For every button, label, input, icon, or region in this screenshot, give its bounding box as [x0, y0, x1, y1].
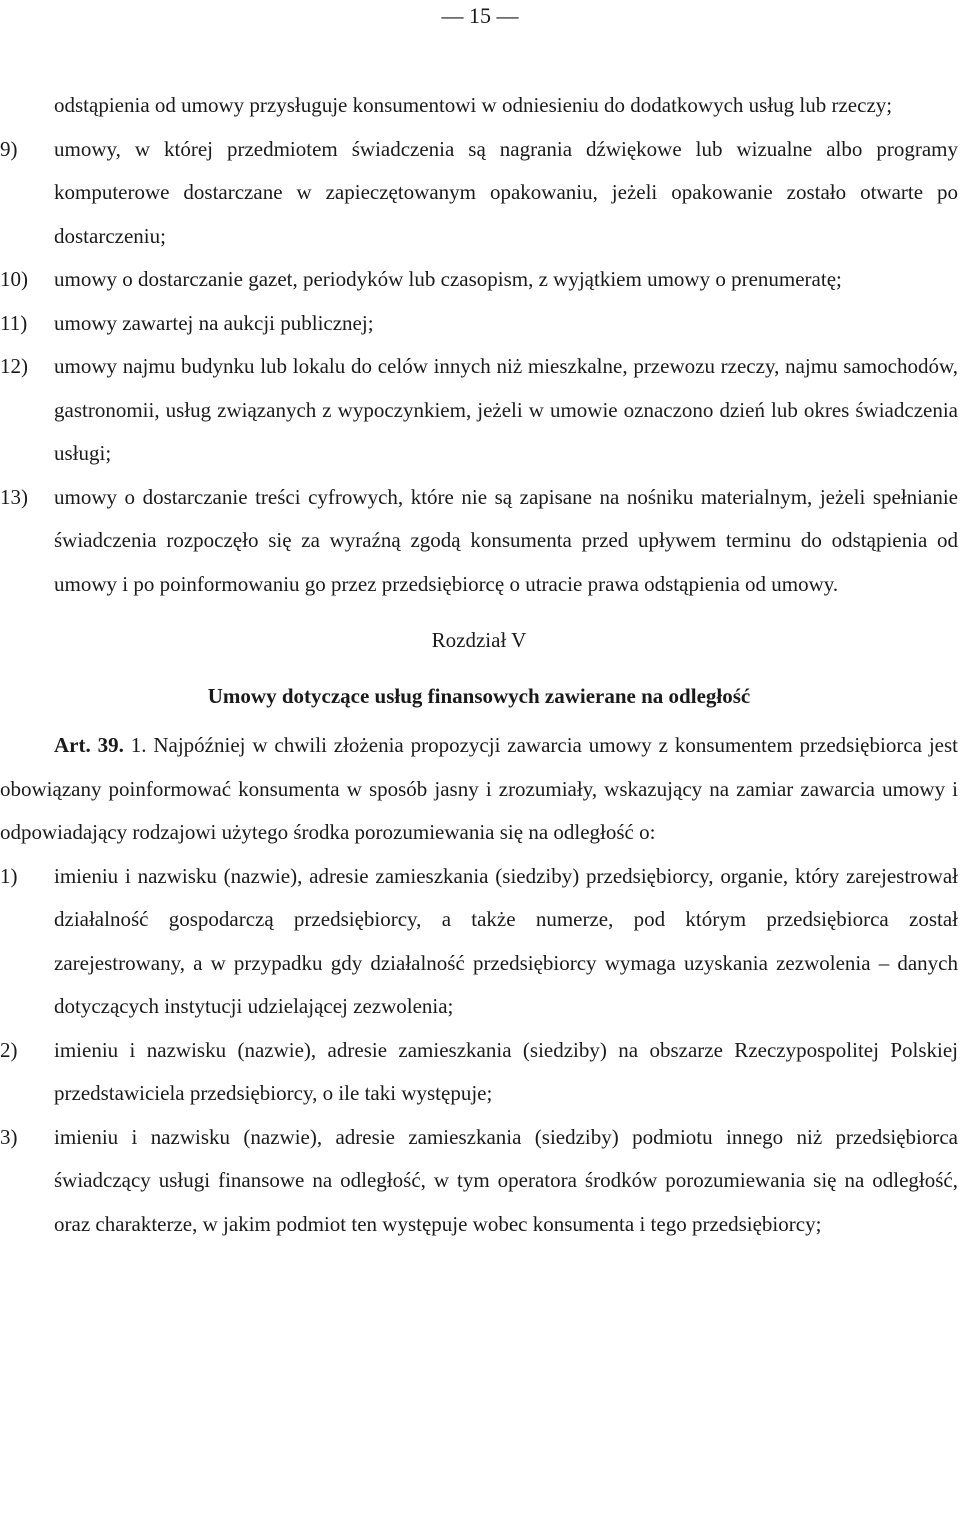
list-item-text: imieniu i nazwisku (nazwie), adresie zamieszkania (siedziby) przedsiębiorcy, organie, który zarejestrował działalność gospodarczą przedsiębiorcy, a także numerze, pod którym przedsiębiorca został zarejestrowany, a w przypadku gdy działalność przedsiębiorcy wymaga uzyskania zezwolenia – danych dotyczących instytucji udzielającej zezwolenia; [54, 863, 958, 1018]
page-number: — 15 — [441, 3, 519, 28]
list-item-text: umowy, w której przedmiotem świadczenia są nagrania dźwiękowe lub wizualne albo programy komputerowe dostarczane w zapieczętowanym opakowaniu, jeżeli opakowanie zostało otwarte po dostarczeniu; [54, 136, 958, 248]
list-item-number: 2) [0, 1037, 18, 1062]
list-item-number: 10) [0, 267, 28, 291]
list-item-12 [0, 345, 958, 476]
list-item-2 [0, 1029, 958, 1116]
list-item-number: 9) [0, 136, 18, 161]
list-item-number: 13) [0, 484, 28, 509]
article-label: Art. 39. [54, 733, 124, 757]
list-item-number: 11) [0, 310, 28, 335]
chapter-number: Rozdział V [431, 628, 527, 652]
list-item-text: umowy najmu budynku lub lokalu do celów innych niż mieszkalne, przewozu rzeczy, najmu samochodów, gastronomii, usług związanych z wypoczynkiem, jeżeli w umowie oznaczono dzień lub okres świadczenia usługi; [54, 354, 958, 465]
list-item-13 [0, 476, 958, 607]
continuation-paragraph: odstąpienia od umowy przysługuje konsumentowi w odniesieniu do dodatkowych usług lub rzeczy; [54, 93, 893, 117]
list-item-10 [0, 258, 958, 302]
list-item-number: 1) [0, 863, 18, 888]
list-item-number: 3) [0, 1124, 18, 1149]
list-item-text: umowy o dostarczanie gazet, periodyków lub czasopism, z wyjątkiem umowy o prenumeratę; [54, 267, 842, 291]
list-item-text: imieniu i nazwisku (nazwie), adresie zamieszkania (siedziby) na obszarze Rzeczypospolitej Polskiej przedstawiciela przedsiębiorcy, o ile taki występuje; [54, 1037, 958, 1105]
list-item-number: 12) [0, 354, 28, 378]
document-body [0, 84, 958, 1246]
article-paragraph [0, 724, 958, 855]
list-item-11 [0, 302, 958, 346]
list-item-text: umowy o dostarczanie treści cyfrowych, które nie są zapisane na nośniku materialnym, jeżeli spełnianie świadczenia rozpoczęło się za wyraźną zgodą konsumenta przed upływem terminu do odstąpienia od umowy i po poinformowaniu go przez przedsiębiorcę o utracie prawa odstąpienia od umowy. [54, 484, 958, 596]
list-item-text: umowy zawartej na aukcji publicznej; [54, 310, 374, 335]
list-item-9 [0, 128, 958, 259]
list-item-1 [0, 855, 958, 1029]
list-item-text: imieniu i nazwisku (nazwie), adresie zamieszkania (siedziby) podmiotu innego niż przedsiębiorca świadczący usługi finansowe na odległość, w tym operatora środków porozumiewania się na odległość, oraz charakterze, w jakim podmiot ten występuje wobec konsumenta i tego przedsiębiorcy; [54, 1124, 958, 1236]
chapter-title: Umowy dotyczące usług finansowych zawierane na odległość [207, 684, 751, 708]
article-text: 1. Najpóźniej w chwili złożenia propozycji zawarcia umowy z konsumentem przedsiębiorca jest obowiązany poinformować konsumenta w sposób jasny i zrozumiały, wskazujący na zamiar zawarcia umowy i odpowiadający rodzajowi użytego środka porozumiewania się na odległość o: [0, 733, 958, 844]
list-item-3 [0, 1116, 958, 1247]
